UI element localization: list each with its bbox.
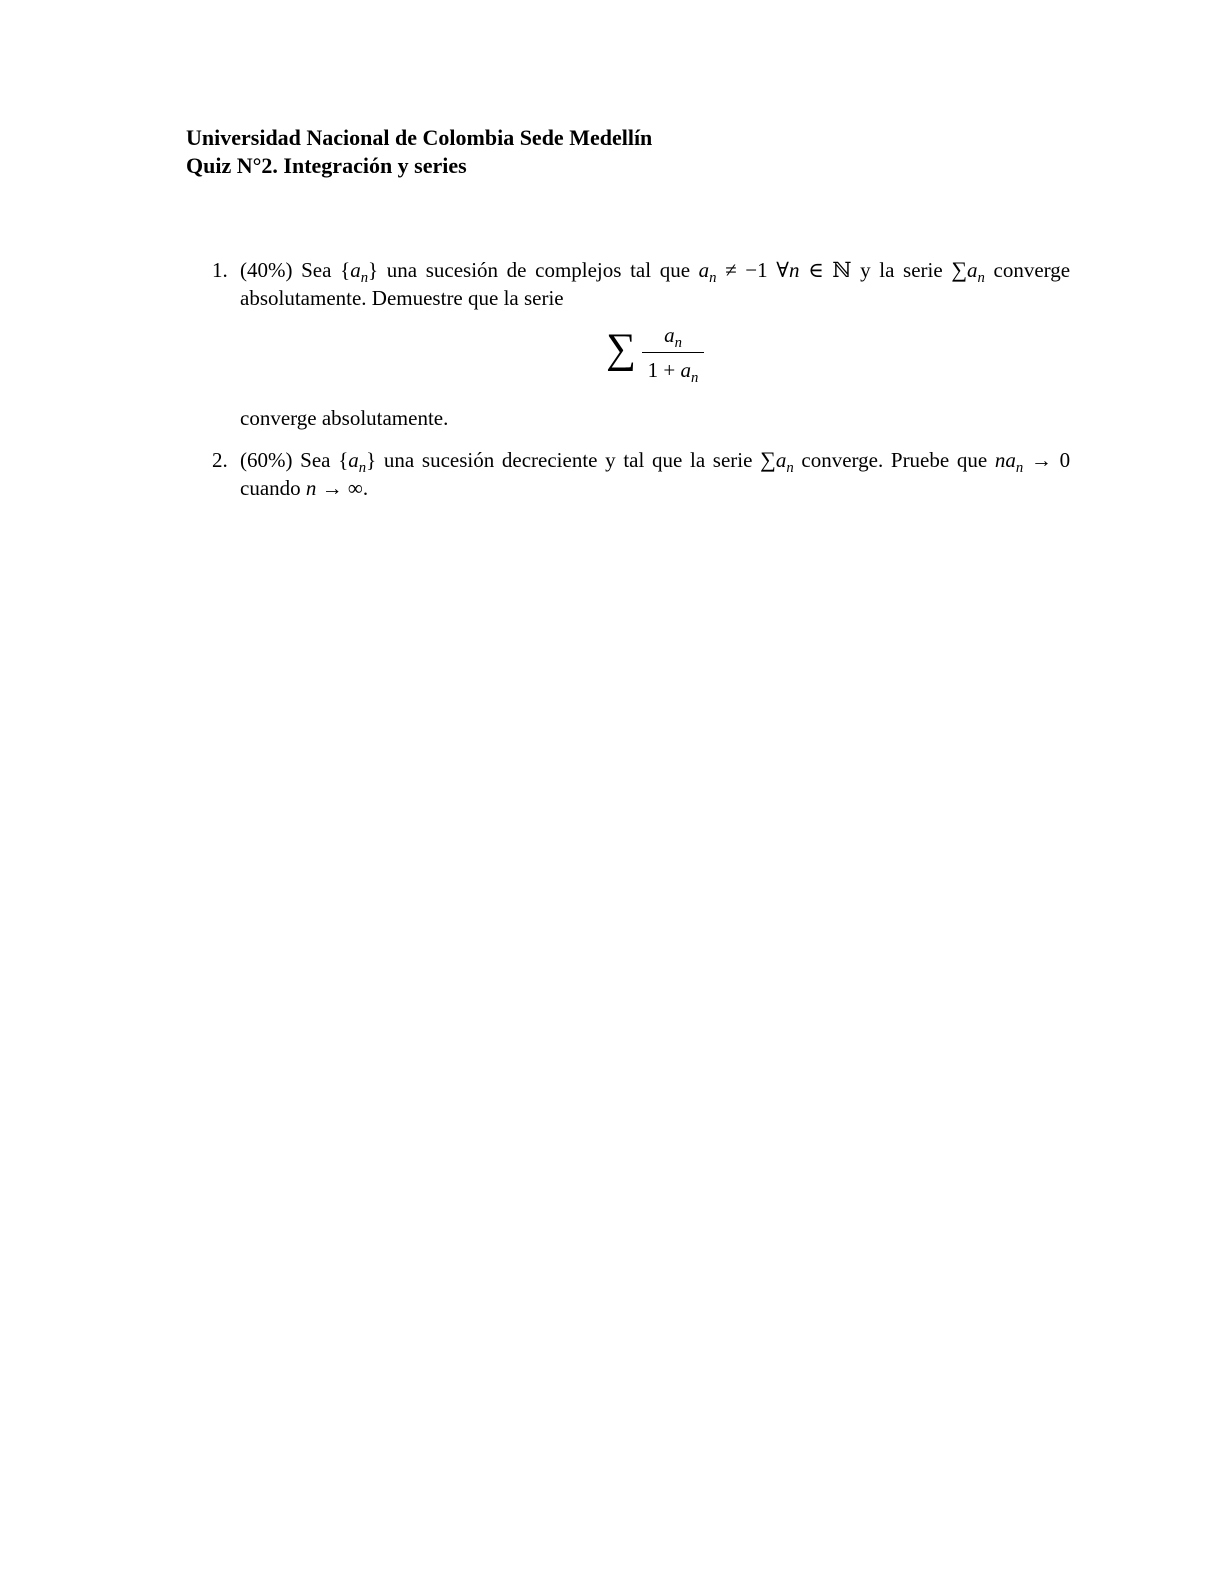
problem-text: converge. Pruebe que bbox=[801, 448, 988, 472]
set-brace-close: } bbox=[366, 448, 377, 472]
problem-text: converge absolutamente. Demuestre que la serie bbox=[240, 258, 1071, 310]
math-var: a bbox=[348, 448, 359, 472]
math-var: a bbox=[775, 448, 787, 472]
math-var: a bbox=[1005, 448, 1016, 472]
problem-text: y la serie bbox=[860, 258, 943, 282]
problem-list bbox=[212, 256, 1070, 516]
math-limit: → 0 bbox=[1030, 448, 1071, 472]
problem-weight: (60%) bbox=[240, 448, 293, 472]
problem-1-conclusion: converge absolutamente. bbox=[240, 406, 449, 430]
math-var: a bbox=[680, 358, 691, 382]
set-brace-open: { bbox=[340, 258, 351, 282]
problem-1 bbox=[212, 256, 1070, 432]
math-term: 1 + bbox=[647, 358, 676, 382]
math-var: a bbox=[350, 258, 361, 282]
display-equation bbox=[240, 318, 1070, 396]
problem-text: una sucesión de complejos tal que bbox=[386, 258, 691, 282]
fraction-numerator bbox=[642, 320, 704, 350]
math-relation: ≠ −1 ∀ bbox=[725, 258, 789, 282]
math-var: a bbox=[698, 258, 710, 282]
problem-text: una sucesión decreciente y tal que la serie bbox=[383, 448, 753, 472]
fraction-bar bbox=[642, 352, 704, 353]
problem-2 bbox=[212, 446, 1070, 502]
fraction-denominator bbox=[642, 355, 704, 385]
problem-number: 2. bbox=[212, 448, 228, 472]
set-brace-close: } bbox=[368, 258, 379, 282]
math-subscript: n bbox=[358, 460, 367, 477]
math-var: n bbox=[994, 448, 1006, 472]
math-subscript: n bbox=[709, 270, 717, 287]
problem-1-statement bbox=[240, 256, 1070, 312]
math-subscript: n bbox=[1015, 460, 1024, 477]
problem-text: cuando bbox=[240, 476, 301, 500]
problem-weight: (40%) bbox=[240, 258, 293, 282]
problem-text: Sea bbox=[301, 258, 332, 282]
problem-text: Sea bbox=[300, 448, 331, 472]
math-subscript: n bbox=[360, 270, 369, 287]
document-header bbox=[186, 124, 652, 180]
fraction bbox=[642, 320, 704, 385]
math-subscript: n bbox=[977, 270, 985, 287]
sigma-symbol: ∑ bbox=[951, 257, 968, 282]
math-subscript: n bbox=[786, 460, 794, 477]
quiz-title: Quiz N°2. Integración y series bbox=[186, 153, 467, 178]
problem-number: 1. bbox=[212, 258, 228, 282]
problem-2-statement bbox=[240, 446, 1070, 502]
math-var: n bbox=[305, 476, 317, 500]
math-subscript: n bbox=[674, 335, 682, 352]
math-var: n bbox=[788, 258, 800, 282]
university-title: Universidad Nacional de Colombia Sede Medellín bbox=[186, 125, 653, 150]
math-var: a bbox=[664, 323, 675, 347]
sigma-symbol: ∑ bbox=[760, 447, 776, 472]
sigma-symbol: ∑ bbox=[606, 326, 636, 372]
math-subscript: n bbox=[691, 370, 699, 387]
set-brace-open: { bbox=[338, 448, 349, 472]
math-membership: ∈ ℕ bbox=[808, 258, 852, 282]
math-limit: → ∞. bbox=[321, 476, 369, 500]
math-var: a bbox=[967, 258, 978, 282]
